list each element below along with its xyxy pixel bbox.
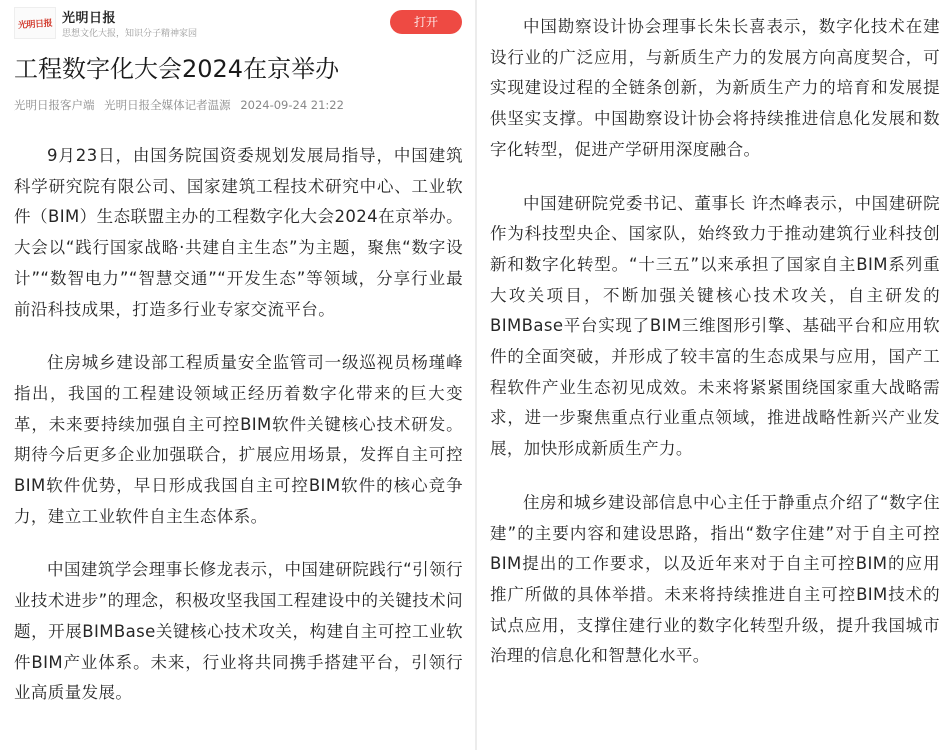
- app-logo-text: 光明日报: [17, 18, 53, 31]
- app-name: 光明日报: [62, 11, 117, 26]
- article-paragraph: 中国建筑学会理事长修龙表示，中国建研院践行“引领行业技术进步”的理念，积极攻坚我国工程建设中的关键技术问题，开展BIMBase关键核心技术攻关，构建自主可控工业软件BIM产业体系。未来，行业将共同携手搭建平台，引领行业高质量发展。: [14, 560, 463, 703]
- article-paragraph: 住房城乡建设部工程质量安全监管司一级巡视员杨瑾峰指出，我国的工程建设领域正经历着数字化带来的巨大变革，未来要持续加强自主可控BIM软件关键核心技术研发。期待今后更多企业加强联合，扩展应用场景，发挥自主可控BIM软件优势，早日形成我国自主可控BIM软件的核心竞争力，建立工业软件自主生态体系。: [14, 353, 463, 526]
- app-slogan: 思想文化大报，知识分子精神家园: [62, 29, 198, 39]
- article-author: 光明日报全媒体记者温源: [104, 98, 231, 112]
- article-paragraph: 中国建研院党委书记、董事长 许杰峰表示，中国建研院作为科技型央企、国家队，始终致力于推动建筑行业科技创新和数字化转型。“十三五”以来承担了国家自主BIM系列重大攻关项目，不断加强关键核心技术攻关，自主研发的BIMBase平台实现了BIM三维图形引擎、基础平台和应用软件的全面突破，并形成了较丰富的生态成果与应用，国产工程软件产业生态初见成效。未来将紧紧围绕国家重大战略需求，进一步聚焦重点行业重点领域，推进战略性新兴产业发展，加快形成新质生产力。: [490, 193, 940, 459]
- column-divider: [475, 0, 477, 750]
- article-source: 光明日报客户端: [14, 98, 95, 112]
- article-paragraph: 中国勘察设计协会理事长朱长喜表示，数字化技术在建设行业的广泛应用，与新质生产力的发展方向高度契合，可实现建设过程的全链条创新，为新质生产力的培育和发展提供坚实支撑。中国勘察设计协会将持续推进信息化发展和数字化转型，促进产学研用深度融合。: [490, 17, 940, 159]
- article-title: 工程数字化大会2024在京举办: [14, 55, 340, 83]
- open-app-button[interactable]: 打开: [390, 10, 462, 34]
- article-paragraph: 住房和城乡建设部信息中心主任于静重点介绍了“数字住建”的主要内容和建设思路，指出“数字住建”对于自主可控BIM提出的工作要求，以及近年来对于自主可控BIM的应用推广所做的具体举措。未来将持续推进自主可控BIM技术的试点应用，支撑住建行业的数字化转型升级，提升我国城市治理的信息化和智慧化水平。: [490, 492, 940, 666]
- article-body-right: [490, 12, 940, 672]
- app-logo: [14, 7, 56, 39]
- article-datetime: 2024-09-24 21:22: [240, 98, 344, 112]
- article-meta: [14, 97, 344, 113]
- article-paragraph: 9月23日，由国务院国资委规划发展局指导，中国建筑科学研究院有限公司、国家建筑工程技术研究中心、工业软件（BIM）生态联盟主办的工程数字化大会2024在京举办。大会以“践行国家战略·共建自主生态”为主题，聚焦“数字设计”“数智电力”“智慧交通”“开发生态”等领域，分享行业最前沿科技成果，打造多行业专家交流平台。: [14, 146, 463, 319]
- left-column: [0, 0, 474, 750]
- app-banner: [0, 0, 474, 44]
- right-column: [478, 0, 951, 750]
- article-body-left: [14, 141, 463, 709]
